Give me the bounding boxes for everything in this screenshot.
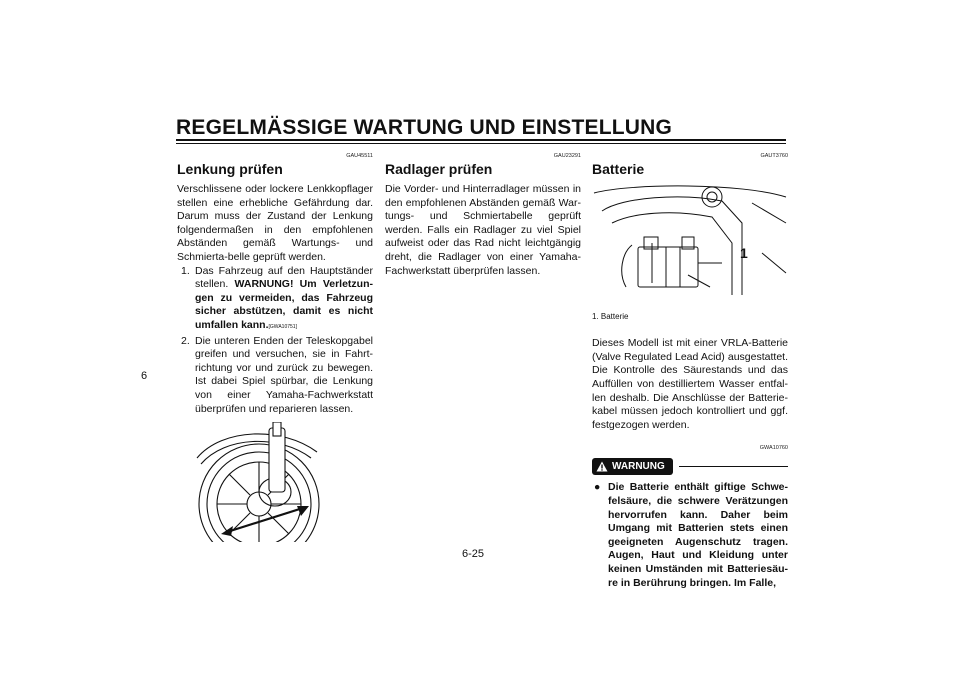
wheel-bearings-paragraph: Die Vorder- und Hinterradlager müssen in den empfohlenen Abständen gemäß War-tungs- und Schmiertabelle geprüft werden. Falls ein Radlager zu viel Spiel aufweist oder das Rad nicht leichtgängig dreht, die Radlager von einer Yamaha-Fachwerkstatt überprüfen lassen. (385, 183, 581, 277)
figure-callout-number: 1 (740, 245, 748, 261)
header-rule (176, 139, 786, 141)
step-warning-code: [GWA10751] (268, 323, 297, 330)
right-column (592, 152, 788, 590)
step-warning: WARNUNG! Um Verletzun-gen zu vermeiden, das Fahrzeug sicher abstützen, damit es nicht umfallen kann. (195, 278, 374, 331)
step-number: 2. (181, 334, 190, 347)
warning-triangle-icon (596, 461, 608, 472)
bullet-icon: ● (594, 481, 601, 494)
page-number: 6-25 (462, 548, 485, 560)
warning-bullet-item (592, 481, 788, 590)
step-text: Die unteren Enden der Teleskopgabel greifen und versuchen, sie in Fahrt-richtung vor und zurück zu bewegen. Ist dabei Spiel spürbar, die Lenkung von einer Yamaha-Fachwerkstatt überprüfen und reparieren lassen. (195, 334, 373, 415)
battery-illustration (592, 183, 788, 306)
page-header-title: REGELMÄSSIGE WARTUNG UND EINSTELLUNG (176, 116, 673, 139)
warning-badge (592, 458, 673, 475)
section-title-wheel-bearings: Radlager prüfen (385, 161, 493, 177)
left-column (177, 152, 373, 547)
step-item (177, 335, 373, 417)
warning-bullets (592, 481, 788, 590)
section-code: GAU45511 (346, 153, 373, 159)
chapter-tab: 6 (140, 370, 148, 382)
section-title-steering: Lenkung prüfen (177, 161, 283, 177)
warning-code: GWA10760 (759, 445, 788, 452)
section-code: GAU23291 (553, 153, 581, 159)
warning-rule (679, 466, 788, 467)
step-item (177, 265, 373, 335)
warning-bullet-text: Die Batterie enthält giftige Schwe-felsäure, die schwere Verätzungen hervorrufen kann. Daher beim Umgang mit Batterien stets einen geeigneten Augenschutz tragen. Augen, Haut und Kleidung unter keinen Umständen mit Batteriesäu-re in Berührung bringen. Im Falle, (608, 481, 788, 589)
middle-column (385, 152, 581, 278)
warning-header (592, 458, 788, 475)
header-rule-thin (176, 143, 786, 144)
step-number: 1. (181, 264, 190, 277)
fork-illustration (177, 422, 373, 547)
battery-paragraph: Dieses Modell ist mit einer VRLA-Batterie (Valve Regulated Lead Acid) ausgestattet. Die Kontrolle des Säurestands und das Auffüllen von destilliertem Wasser entfal-len deshalb. Die Anschlüsse der Batterie-kabel müssen jedoch kontrolliert und ggf. festgezogen werden. (592, 337, 788, 431)
figure-caption: 1. Batterie (592, 311, 629, 321)
step-text: Das Fahrzeug auf den Hauptständer stellen. (195, 264, 373, 291)
front-wheel-fork-image (177, 422, 327, 542)
section-code: GAUT3760 (760, 153, 788, 159)
warning-label: WARNUNG (612, 461, 665, 473)
battery-image (592, 183, 788, 301)
steering-steps (177, 265, 373, 417)
section-title-battery: Batterie (592, 161, 645, 177)
steering-paragraph: Verschlissene oder lockere Lenkkopflager stellen eine erhebliche Gefährdung dar. Darum muss der Zustand der Lenkung folgendermaßen in den empfohlenen Abständen gemäß Wartungs- und Schmierta-belle geprüft werden. (177, 183, 373, 263)
